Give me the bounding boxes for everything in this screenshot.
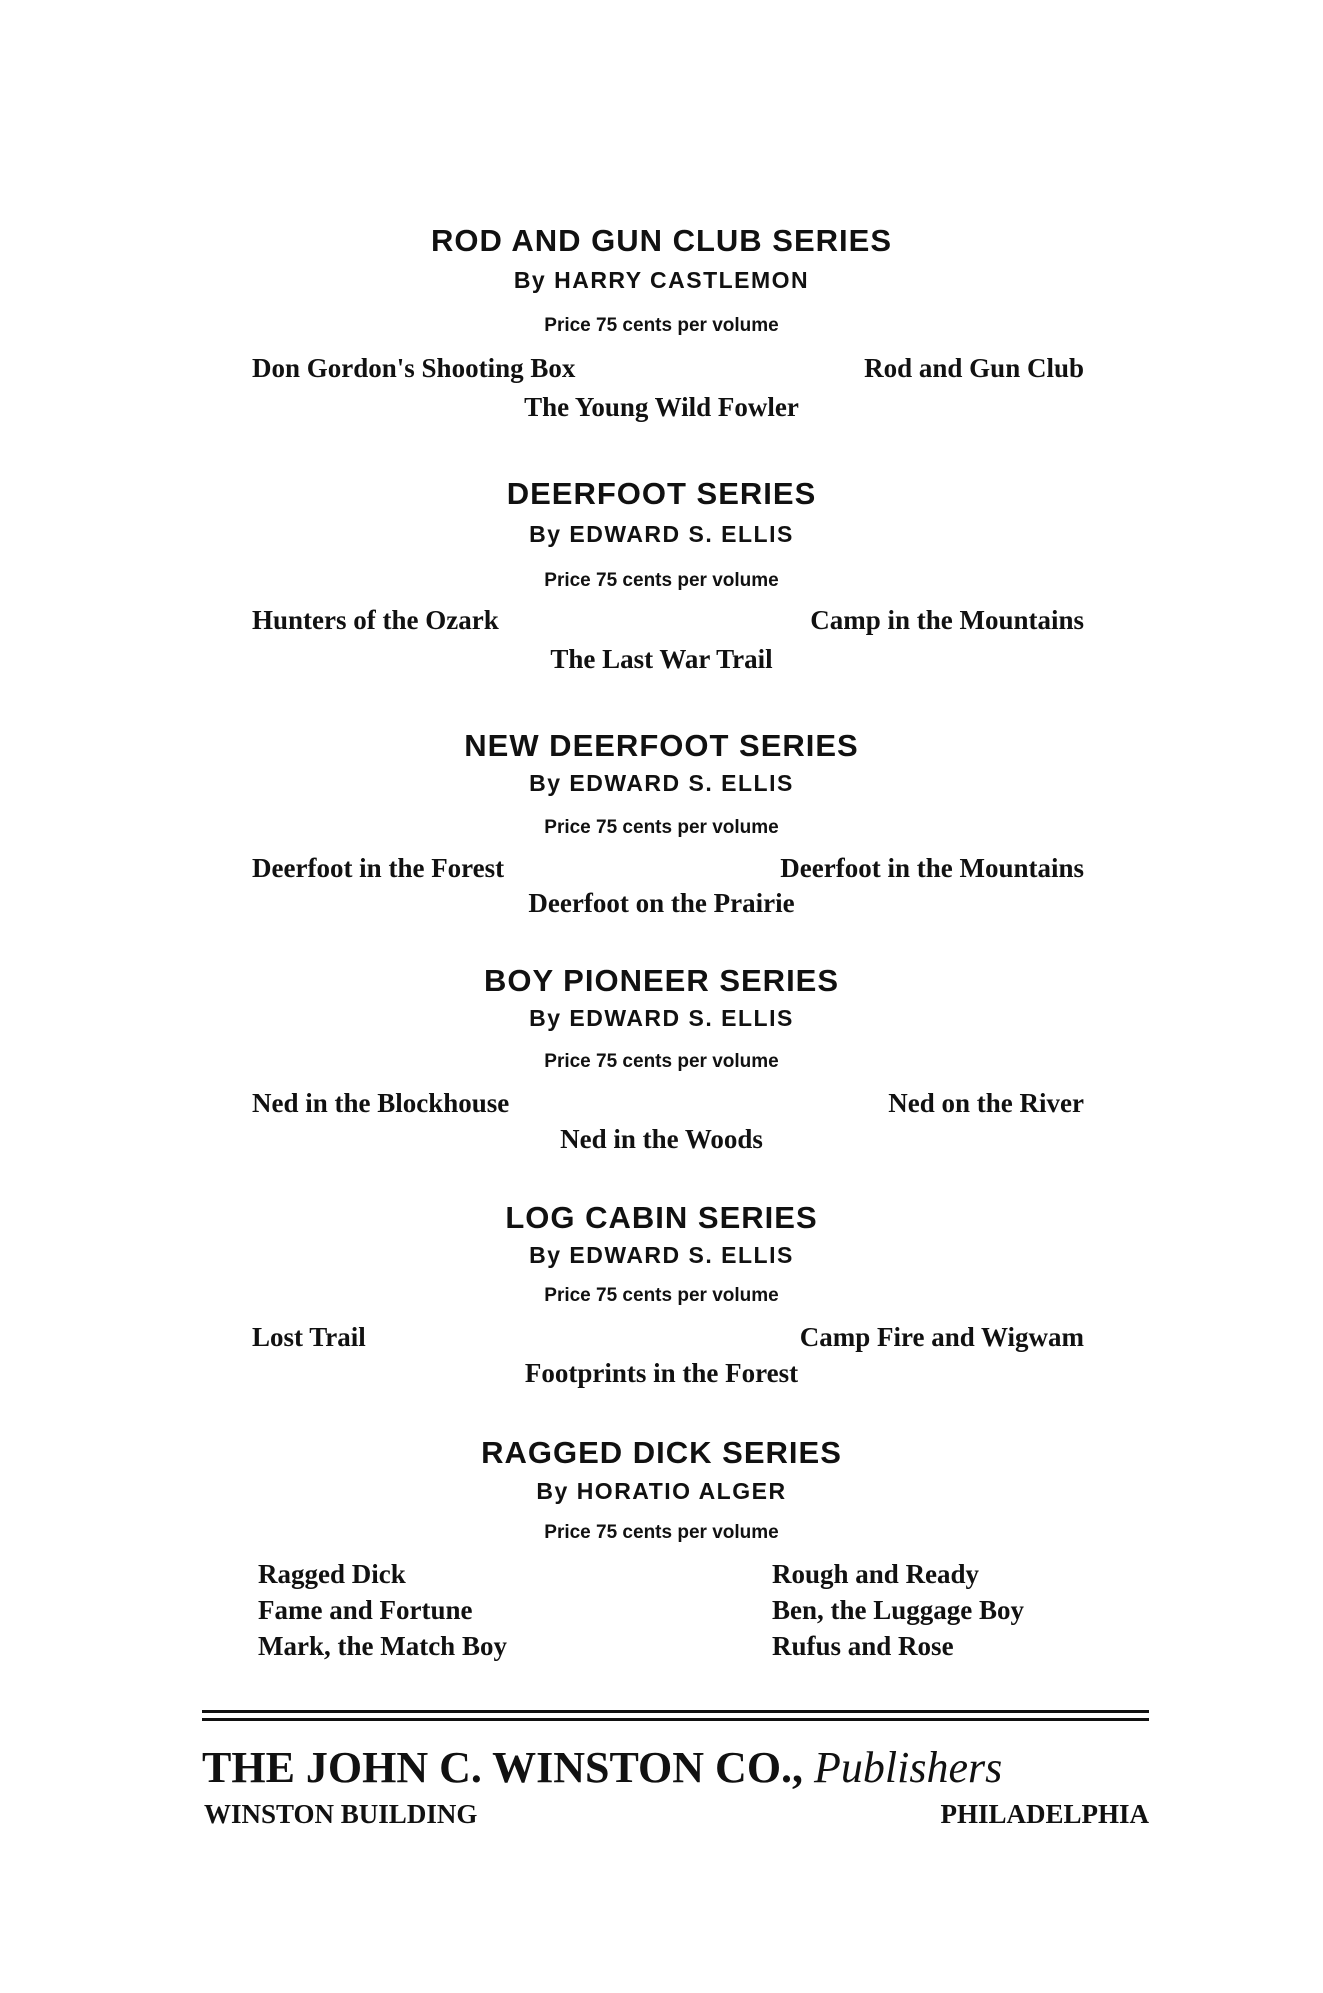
series-price: Price 75 cents per volume [544, 315, 779, 336]
divider-rule [202, 1710, 1149, 1713]
book-title: Deerfoot in the Mountains [780, 853, 1084, 883]
series-author: By EDWARD S. ELLIS [529, 1242, 794, 1268]
book-title: Rough and Ready [772, 1559, 980, 1589]
series-author: By EDWARD S. ELLIS [529, 770, 794, 796]
book-title: Ben, the Luggage Boy [772, 1595, 1025, 1625]
book-title: Deerfoot in the Forest [252, 853, 505, 883]
series-price: Price 75 cents per volume [544, 1522, 779, 1543]
series-author: By EDWARD S. ELLIS [529, 1005, 794, 1031]
series-author: By HORATIO ALGER [536, 1478, 787, 1504]
book-title: Rufus and Rose [772, 1631, 954, 1661]
book-title: Deerfoot on the Prairie [528, 888, 795, 918]
series-title: DEERFOOT SERIES [506, 476, 817, 511]
series-title: ROD AND GUN CLUB SERIES [430, 223, 893, 258]
series-title: NEW DEERFOOT SERIES [464, 728, 859, 763]
series-title: RAGGED DICK SERIES [481, 1435, 842, 1470]
book-title: Hunters of the Ozark [252, 605, 499, 635]
series-price: Price 75 cents per volume [544, 1285, 779, 1306]
book-title: Fame and Fortune [258, 1595, 473, 1625]
book-title: Camp Fire and Wigwam [799, 1322, 1084, 1352]
book-title: Rod and Gun Club [864, 353, 1084, 383]
book-title: Footprints in the Forest [524, 1358, 799, 1388]
series-author: By HARRY CASTLEMON [513, 267, 810, 293]
series-price: Price 75 cents per volume [544, 1051, 779, 1072]
book-title: Ned in the Blockhouse [252, 1088, 510, 1118]
book-title: The Young Wild Fowler [524, 392, 799, 422]
series-title: BOY PIONEER SERIES [483, 963, 840, 998]
publisher-suffix: Publishers [814, 1743, 1003, 1792]
divider-rule [202, 1718, 1149, 1721]
publisher-name-text: THE JOHN C. WINSTON CO., [202, 1743, 804, 1792]
series-price: Price 75 cents per volume [544, 817, 779, 838]
publisher-name [202, 1743, 1149, 1792]
publisher-building: WINSTON BUILDING [204, 1799, 478, 1829]
book-title: The Last War Trail [550, 644, 773, 674]
book-title: Lost Trail [252, 1322, 366, 1352]
series-author: By EDWARD S. ELLIS [529, 521, 794, 547]
publisher-city: PHILADELPHIA [940, 1799, 1149, 1829]
book-title: Camp in the Mountains [810, 605, 1084, 635]
book-title: Ragged Dick [258, 1559, 406, 1589]
book-title: Ned on the River [888, 1088, 1084, 1118]
book-title: Ned in the Woods [560, 1124, 763, 1154]
book-title: Don Gordon's Shooting Box [252, 353, 576, 383]
series-title: LOG CABIN SERIES [505, 1200, 818, 1235]
series-price: Price 75 cents per volume [544, 570, 779, 591]
book-title: Mark, the Match Boy [258, 1631, 507, 1661]
